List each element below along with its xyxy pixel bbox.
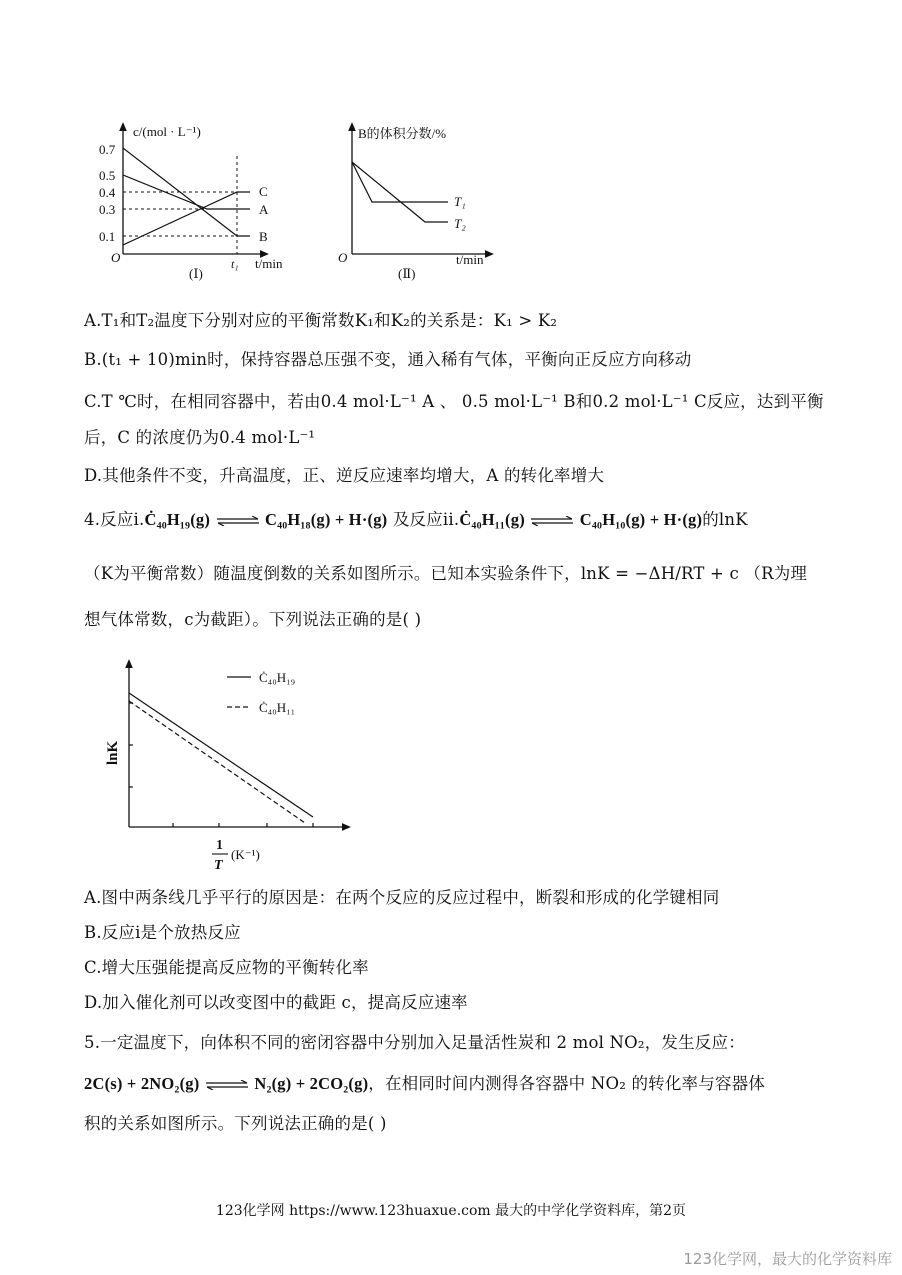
figure-3-lnk-vs-inverse-t bbox=[95, 655, 375, 880]
curve-T1 bbox=[352, 162, 448, 202]
equilibrium-arrow-icon bbox=[530, 516, 574, 526]
y-tick-0.5: 0.5 bbox=[99, 168, 116, 183]
q3-option-b: B.(t₁ + 10)min时，保持容器总压强不变，通入稀有气体，平衡向正反应方向移动 bbox=[84, 350, 692, 369]
q5-stem-line3: 积的关系如图所示。下列说法正确的是( ) bbox=[84, 1114, 387, 1133]
q4-stem-line3: 想气体常数，c为截距）。下列说法正确的是( ) bbox=[84, 610, 422, 629]
label-T1: T₁ bbox=[454, 194, 466, 209]
equilibrium-arrow-icon bbox=[216, 516, 260, 526]
q5-stem-line1: 5.一定温度下，向体积不同的密闭容器中分别加入足量活性炭和 2 mol NO₂，发生反应： bbox=[84, 1033, 745, 1052]
x-axis-label: t/min bbox=[456, 252, 484, 267]
q4-option-d: D.加入催化剂可以改变图中的截距 c，提高反应速率 bbox=[84, 993, 468, 1012]
equilibrium-arrow-icon bbox=[205, 1080, 249, 1090]
y-axis-label: lnK bbox=[105, 740, 121, 765]
q4-stem-line2: （K为平衡常数）随温度倒数的关系如图所示。已知本实验条件下，lnK = −ΔH/RT + c （R为理 bbox=[84, 564, 808, 583]
q5-equation-right: N₂(g) + 2CO₂(g) bbox=[254, 1074, 369, 1093]
q3-option-a: A.T₁和T₂温度下分别对应的平衡常数K₁和K₂的关系是：K₁ > K₂ bbox=[84, 311, 558, 330]
label-A: A bbox=[259, 202, 269, 217]
caption-1: (Ⅰ) bbox=[189, 266, 203, 281]
label-B: B bbox=[259, 229, 268, 244]
q4-option-c: C.增大压强能提高反应物的平衡转化率 bbox=[84, 958, 369, 977]
q4-stem-suffix: 的lnK bbox=[702, 510, 748, 529]
q3-option-c-line2: 后，C 的浓度仍为0.4 mol·L⁻¹ bbox=[84, 428, 316, 447]
origin-label: O bbox=[111, 250, 121, 265]
y-tick-0.3: 0.3 bbox=[99, 202, 116, 217]
q4-stem-line1 bbox=[84, 508, 748, 532]
x-tick-t1: t₁ bbox=[231, 257, 239, 271]
legend-c40h11: Ċ₄₀H₁₁ bbox=[259, 700, 296, 715]
q4-stem-mid: 及反应ii. bbox=[392, 510, 460, 529]
y-tick-0.7: 0.7 bbox=[99, 142, 116, 157]
reaction-1-products: C₄₀H₁₈(g) + H·(g) bbox=[264, 510, 388, 529]
label-T2: T₂ bbox=[454, 216, 466, 231]
reaction-2-products: C₄₀H₁₀(g) + H·(g) bbox=[579, 510, 703, 529]
y-axis-label: c/(mol · L⁻¹) bbox=[133, 124, 201, 139]
figure-1-concentration-time bbox=[95, 118, 305, 288]
y-tick-0.1: 0.1 bbox=[99, 229, 116, 244]
q3-option-c-line1: C.T ℃时，在相同容器中，若由0.4 mol·L⁻¹ A 、 0.5 mol·L⁻¹ B和0.2 mol·L⁻¹ C反应，达到平衡 bbox=[84, 392, 824, 411]
watermark: 123化学网，最大的化学资料库 bbox=[683, 1250, 892, 1268]
q4-option-a: A.图中两条线几乎平行的原因是：在两个反应的反应过程中，断裂和形成的化学键相同 bbox=[84, 888, 720, 907]
origin-label: O bbox=[338, 250, 348, 265]
figure-2-volume-fraction bbox=[330, 118, 500, 288]
x-label-unit: (K⁻¹) bbox=[231, 847, 260, 862]
y-tick-0.4: 0.4 bbox=[99, 185, 116, 200]
curve-C bbox=[123, 192, 250, 245]
reaction-2-reactant: Ċ₄₀H₁₁(g) bbox=[459, 510, 525, 529]
x-label-numerator: 1 bbox=[216, 838, 223, 853]
legend-c40h19: Ċ₄₀H₁₉ bbox=[259, 670, 296, 685]
q5-equation-left: 2C(s) + 2NO₂(g) bbox=[84, 1074, 200, 1093]
caption-2: (Ⅱ) bbox=[398, 266, 416, 281]
x-label-denominator: T bbox=[214, 858, 223, 873]
q4-option-b: B.反应i是个放热反应 bbox=[84, 923, 241, 942]
page-footer: 123化学网 https://www.123huaxue.com 最大的中学化学资料库，第2页 bbox=[215, 1203, 687, 1219]
q3-option-d: D.其他条件不变，升高温度，正、逆反应速率均增大，A 的转化率增大 bbox=[84, 466, 605, 485]
reaction-1-reactant: Ċ₄₀H₁₉(g) bbox=[144, 510, 211, 529]
label-C: C bbox=[259, 184, 268, 199]
q5-stem-line2 bbox=[84, 1072, 765, 1096]
y-axis-label: B的体积分数/% bbox=[358, 126, 447, 141]
q4-stem-prefix: 4.反应i. bbox=[84, 510, 145, 529]
line-c40h11 bbox=[129, 701, 305, 823]
q5-stem-line2-text: ，在相同时间内测得各容器中 NO₂ 的转化率与容器体 bbox=[368, 1074, 766, 1093]
x-axis-label: t/min bbox=[255, 256, 283, 271]
